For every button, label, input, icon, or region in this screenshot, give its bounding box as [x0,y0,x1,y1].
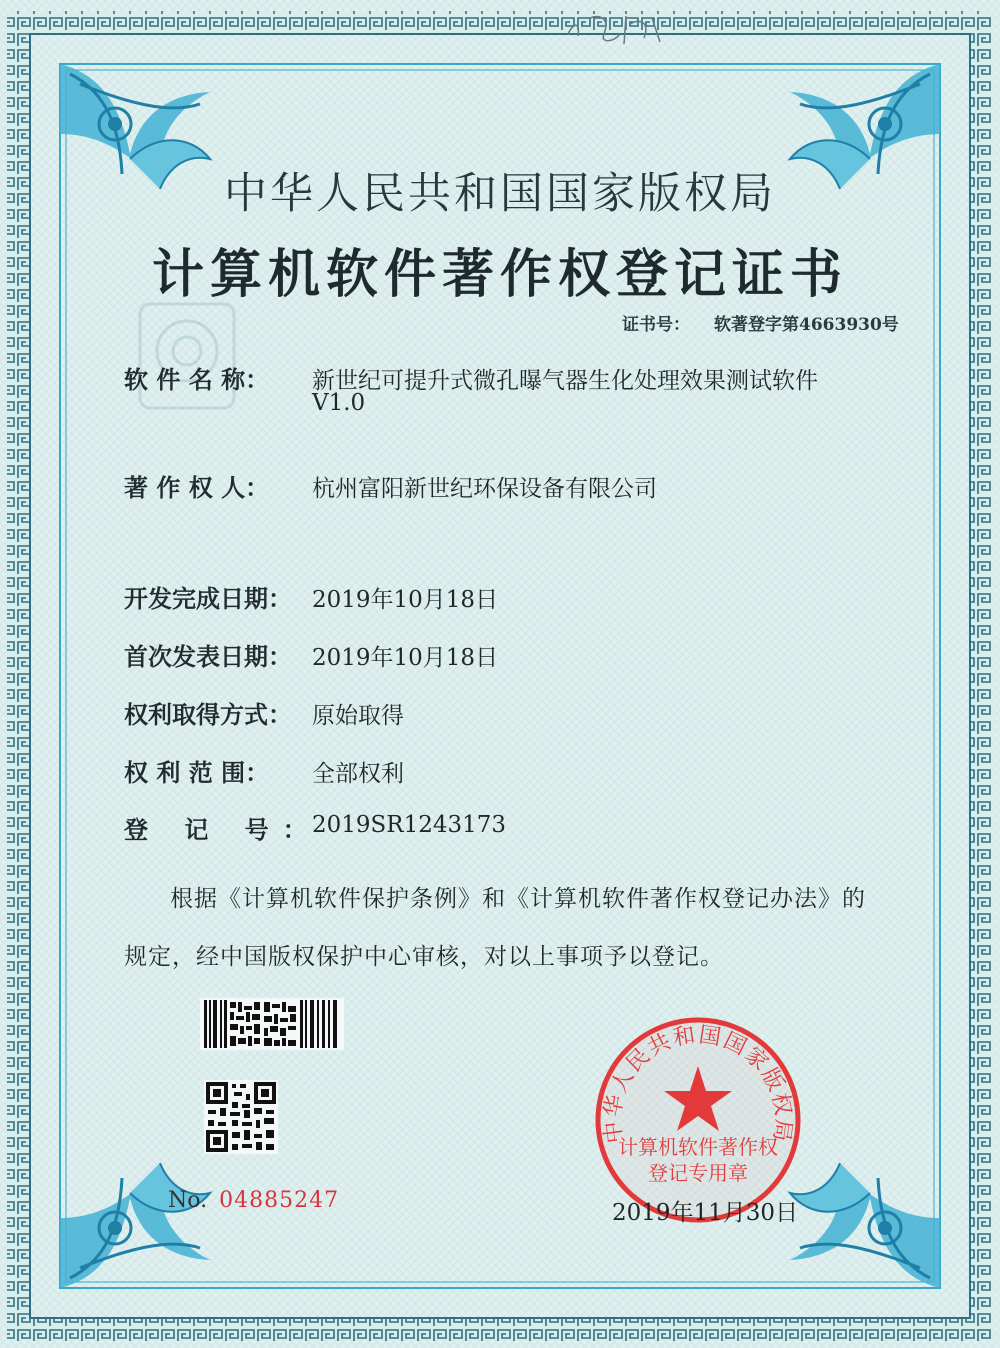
development-date-value: 2019年10月18日 [312,587,499,613]
development-date-label: 开发完成日期： [124,584,292,613]
seal-inner-line-1: 计算机软件著作权 [618,1135,778,1159]
seal-inner-line-2: 登记专用章 [648,1161,748,1185]
certificate-number-label: 证书号： [622,315,690,335]
serial-number [168,1188,339,1213]
qr-code-icon [204,1080,278,1154]
declaration-line-1: 根据《计算机软件保护条例》和《计算机软件著作权登记办法》的 [170,886,866,912]
seal-ring-text: 中华人民共和国国家版权局 [600,1022,796,1145]
certificate-number [622,310,899,335]
registration-number-value: 2019SR1243173 [312,812,507,838]
serial-value: 04885247 [219,1188,340,1213]
registration-number-label: 登 记 号： [124,815,321,844]
acquisition-method-value: 原始取得 [312,703,404,729]
acquisition-method-label: 权利取得方式： [124,700,292,729]
certificate-number-value: 软著登字第4663930号 [714,315,899,335]
serial-prefix: No. [168,1188,208,1213]
copyright-owner-value: 杭州富阳新世纪环保设备有限公司 [312,476,657,502]
rights-scope-label: 权 利 范 围： [124,758,270,787]
rights-scope-value: 全部权利 [312,761,404,787]
publication-date-label: 首次发表日期： [124,642,292,671]
software-name-label: 软 件 名 称： [124,365,270,394]
copyright-owner-label: 著 作 权 人： [124,473,270,502]
software-name-value: 新世纪可提升式微孔曝气器生化处理效果测试软件 [312,368,818,394]
issue-date: 2019年11月30日 [612,1200,799,1226]
watermark-emblem-icon [132,296,242,416]
declaration-line-2: 规定，经中国版权保护中心审核，对以上事项予以登记。 [124,944,724,970]
publication-date-value: 2019年10月18日 [312,645,499,671]
software-version-value: V1.0 [312,390,366,416]
issuing-authority: 中华人民共和国国家版权局 [224,169,776,219]
certificate-title: 计算机软件著作权登记证书 [151,244,848,305]
barcode-icon [200,998,344,1050]
handwritten-mark [560,4,670,54]
